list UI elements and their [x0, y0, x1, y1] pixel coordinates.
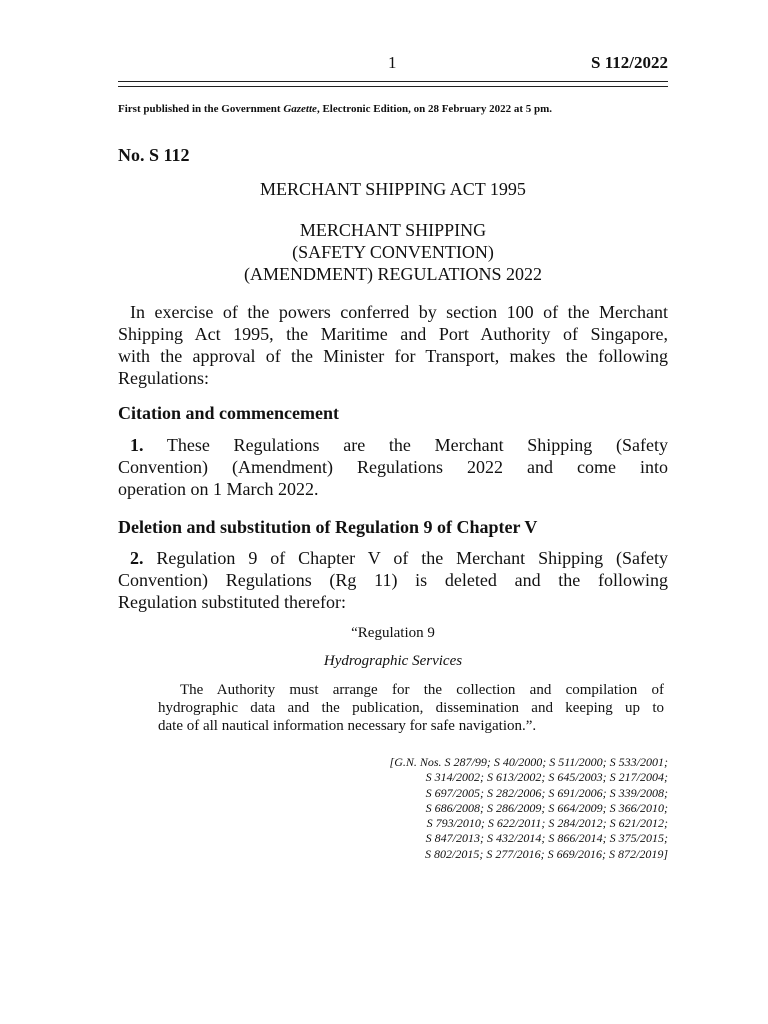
gn-reference-line: S 847/2013; S 432/2014; S 866/2014; S 375/2015; [425, 831, 668, 846]
regulation-text-line: The Authority must arrange for the collection and compilation of [180, 682, 664, 698]
section-1-line: 1. These Regulations are the Merchant Shipping (Safety [130, 435, 668, 455]
section-2-number: 2. [130, 548, 144, 568]
section-1-heading: Citation and commencement [118, 403, 339, 423]
notice-number: No. S 112 [118, 145, 190, 165]
page-header [118, 53, 668, 77]
section-2-heading: Deletion and substitution of Regulation 9 of Chapter V [118, 517, 538, 537]
preamble-line: In exercise of the powers conferred by section 100 of the Merchant [130, 302, 668, 322]
section-2-line: Regulation substituted therefor: [118, 592, 346, 612]
header-rule-top [118, 81, 668, 82]
preamble-line: Shipping Act 1995, the Maritime and Port Authority of Singapore, [118, 324, 668, 344]
gn-reference-line: S 314/2002; S 613/2002; S 645/2003; S 217/2004; [425, 770, 668, 785]
substituted-regulation-subtitle: Hydrographic Services [323, 653, 463, 669]
gn-reference-line: S 793/2010; S 622/2011; S 284/2012; S 621/2012; [426, 816, 668, 831]
section-1-number: 1. [130, 435, 144, 455]
regulation-text-line: date of all nautical information necessary for safe navigation.”. [158, 718, 537, 734]
preamble-line: Regulations: [118, 368, 209, 388]
section-2-body [118, 547, 668, 613]
section-1-line: Convention) (Amendment) Regulations 2022 and come into [118, 457, 668, 477]
act-title: MERCHANT SHIPPING ACT 1995 [260, 179, 526, 199]
gn-reference-line: S 686/2008; S 286/2009; S 664/2009; S 366/2010; [425, 800, 668, 815]
section-1-body [118, 434, 668, 500]
preamble-line: with the approval of the Minister for Transport, makes the following [118, 346, 668, 366]
gazette-number: S 112/2022 [591, 53, 668, 72]
gn-reference-line: [G.N. Nos. S 287/99; S 40/2000; S 511/2000; S 533/2001; [389, 755, 668, 769]
section-2-line: Convention) Regulations (Rg 11) is deleted and the following [118, 570, 668, 590]
regulation-text-line: hydrographic data and the publication, dissemination and keeping up to [158, 700, 664, 716]
section-2-line: 2. Regulation 9 of Chapter V of the Merchant Shipping (Safety [130, 548, 668, 568]
regulation-title-line: (SAFETY CONVENTION) [292, 242, 494, 262]
header-rule-bottom [118, 86, 668, 87]
first-published-note: First published in the Government Gazette, Electronic Edition, on 28 February 2022 at 5 pm. [118, 103, 553, 115]
regulation-title-line: MERCHANT SHIPPING [299, 220, 487, 240]
page-number: 1 [388, 53, 397, 72]
regulation-title-line: (AMENDMENT) REGULATIONS 2022 [244, 264, 542, 284]
gn-reference-line: S 697/2005; S 282/2006; S 691/2006; S 339/2008; [425, 785, 668, 800]
document-page [118, 0, 668, 1024]
substituted-regulation-text [158, 681, 664, 735]
gn-reference-line: S 802/2015; S 277/2016; S 669/2016; S 872/2019] [425, 846, 668, 861]
substituted-regulation-title: “Regulation 9 [351, 625, 435, 641]
gazette-notice-references [318, 755, 668, 862]
preamble [118, 301, 668, 389]
section-1-line: operation on 1 March 2022. [118, 479, 319, 499]
